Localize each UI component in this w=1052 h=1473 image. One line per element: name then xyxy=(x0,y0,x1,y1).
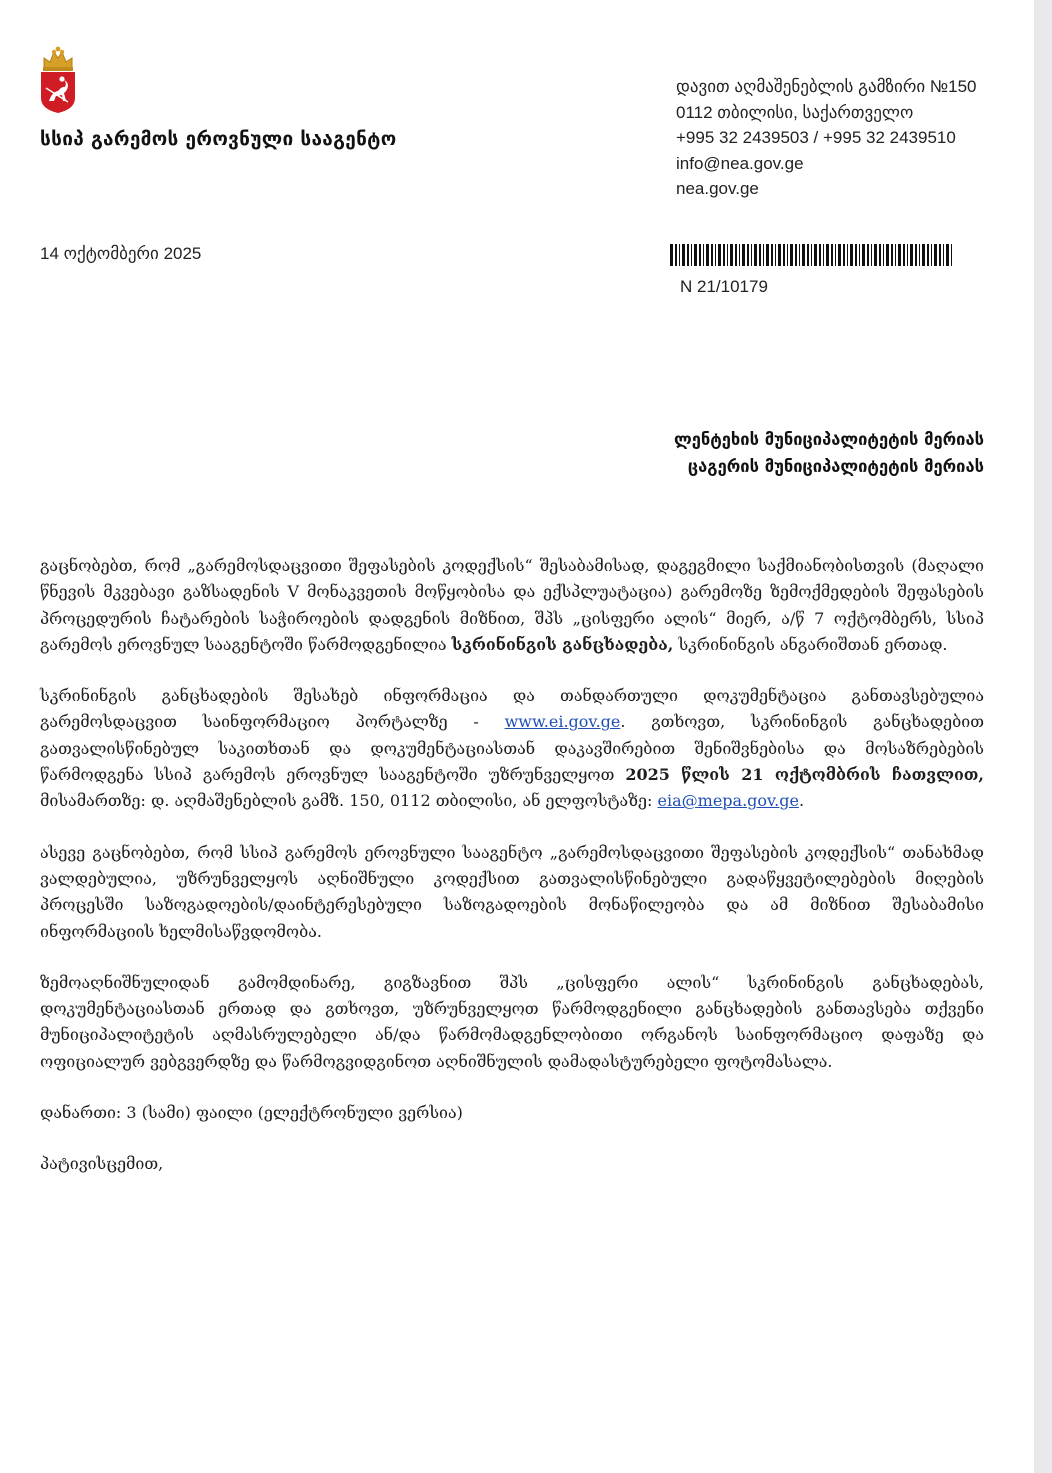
paragraph-4: ზემოაღნიშნულიდან გამომდინარე, გიგზავნით შპს „ცისფერი ალის“ სკრინინგის განცხადებას, დოკუმენტაციასთან ერთად და გთხოვთ, უზრუნველყოთ წარმოდგენილი განცხადების განთავსება თქვენი მუნიციპალიტეტის აღმასრულებელი ან/და წარმომადგენლობითი ორგანოს საინფორმაციო დაფაზე და ოფიციალურ ვებგვერდზე და წარმოგვიდგინოთ აღნიშნულის დამადასტურებელი ფოტომასალა. xyxy=(40,972,984,1071)
barcode-bar xyxy=(687,244,689,266)
paragraph-2-text-2: . გთხოვთ, სკრინინგის განცხადებით გათვალისწინებულ საკითხთან და დოკუმენტაციასთან დაკავშირებით შენიშვნებისა და მოსაზრებების წარმოდგენა სსიპ გარემოს ეროვნულ სააგენტოში უზრუნველყოთ xyxy=(40,712,984,785)
barcode-bar xyxy=(895,244,896,266)
barcode-bar xyxy=(715,244,716,266)
address-line-1: დავით აღმაშენებლის გამზირი №150 xyxy=(676,77,977,96)
paragraph-2-text-3: მისამართზე: დ. აღმაშენებლის გამზ. 150, 0112 თბილისი, ან ელფოსტაზე: xyxy=(40,791,653,811)
barcode-bar xyxy=(879,244,881,266)
barcode-bar xyxy=(850,244,853,266)
barcode-bar xyxy=(855,244,857,266)
recipient-line: ლენტეხის მუნიციპალიტეტის მერიას xyxy=(673,430,984,449)
barcode-bar xyxy=(874,244,877,266)
barcode-bar xyxy=(915,244,917,266)
barcode-bar xyxy=(766,244,769,266)
barcode-bar xyxy=(703,244,704,266)
barcode-bar xyxy=(826,244,829,266)
barcode-bar xyxy=(759,244,761,266)
paragraph-1-text: გაცნობებთ, რომ „გარემოსდაცვითი შეფასების კოდექსის“ შესაბამისად, დაგეგმილი საქმიანობისთვის (მაღალი წნევის მკვებავი გაზსადენის V მონაკვეთის მოწყობისა და ექსპლუატაცია) გარემოზე ზემოქმედების შეფასების პროცედურის ჩატარების საჭიროების დადგენის მიზნით, შპს „ცისფერი ალის“ მიერ, ა/წ 7 ოქტომბერს, სსიპ გარემოს ეროვნულ სააგენტოში წარმოდგენილია xyxy=(40,556,984,654)
organization-name: სსიპ გარემოს ეროვნული სააგენტო xyxy=(40,128,397,150)
barcode-bar xyxy=(867,244,869,266)
eia-email-link[interactable]: eia@mepa.gov.ge xyxy=(657,791,799,811)
letter-body xyxy=(40,553,984,1203)
closing-salutation: პატივისცემით, xyxy=(40,1154,164,1174)
letter-date: 14 ოქტომბერი 2025 xyxy=(40,244,202,263)
barcode-bar xyxy=(898,244,901,266)
phone-numbers: +995 32 2439503 / +995 32 2439510 xyxy=(676,128,956,147)
barcode-bar xyxy=(754,244,757,266)
barcode-bar xyxy=(679,244,680,266)
barcode-bar xyxy=(871,244,872,266)
contact-email: info@nea.gov.ge xyxy=(676,153,804,173)
recipients-block xyxy=(674,426,984,480)
paragraph-2 xyxy=(40,683,984,814)
deadline-bold: 2025 წლის 21 ოქტომბრის ჩათვლით, xyxy=(625,765,985,785)
barcode-bar xyxy=(691,244,692,266)
ei-portal-link[interactable]: www.ei.gov.ge xyxy=(504,712,621,732)
barcode-bar xyxy=(823,244,824,266)
barcode-bar xyxy=(934,244,937,266)
barcode-bar xyxy=(891,244,893,266)
barcode-bar xyxy=(739,244,740,266)
paragraph-1 xyxy=(40,553,984,658)
barcode-bar xyxy=(778,244,781,266)
barcode-bar xyxy=(787,244,788,266)
barcode-bar xyxy=(802,244,805,266)
barcode-bar xyxy=(946,244,949,266)
barcode-bar xyxy=(790,244,793,266)
barcode-bar xyxy=(903,244,905,266)
barcode-bar xyxy=(682,244,685,266)
barcode-bar xyxy=(939,244,941,266)
barcode-bar xyxy=(670,244,673,266)
barcode-bar xyxy=(838,244,841,266)
paragraph-1-tail: სკრინინგის ანგარიშთან ერთად. xyxy=(678,634,948,654)
barcode-bar xyxy=(927,244,929,266)
barcode-bar xyxy=(886,244,889,266)
attachment-note: დანართი: 3 (სამი) ფაილი (ელექტრონული ვერსია) xyxy=(40,1103,463,1123)
barcode-bar xyxy=(807,244,809,266)
barcode-bar xyxy=(771,244,773,266)
barcode-bar xyxy=(847,244,848,266)
barcode-bar xyxy=(883,244,884,266)
paragraph-3: ასევე გაცნობებთ, რომ სსიპ გარემოს ეროვნული სააგენტო „გარემოსდაცვითი შეფასების კოდექსის“ თანახმად ვალდებულია, უზრუნველყოს აღნიშნული კოდექსით გათვალისწინებული გადაწყვეტილებების მიღების პროცესში საზოგადოების/დაინტერესებული საზოგადოების მონაწილეობა და ამ მიზნით შესაბამისი ინფორმაციის ხელმისაწვდომობა. xyxy=(40,842,984,941)
barcode-bar xyxy=(694,244,697,266)
barcode-bar xyxy=(943,244,944,266)
contact-website: nea.gov.ge xyxy=(676,179,759,198)
barcode-bar xyxy=(718,244,721,266)
barcode xyxy=(670,244,952,266)
barcode-bar xyxy=(922,244,925,266)
barcode-bar xyxy=(907,244,908,266)
address-line-2: 0112 თბილისი, საქართველო xyxy=(676,102,914,122)
barcode-bar xyxy=(919,244,920,266)
barcode-bar xyxy=(843,244,845,266)
barcode-bar xyxy=(931,244,932,266)
barcode-bar xyxy=(675,244,677,266)
barcode-bar xyxy=(751,244,752,266)
barcode-bar xyxy=(814,244,817,266)
barcode-bar xyxy=(859,244,860,266)
barcode-bar xyxy=(699,244,701,266)
page-edge-strip xyxy=(1034,0,1052,1473)
barcode-bar xyxy=(747,244,749,266)
barcode-bar xyxy=(835,244,836,266)
barcode-bar xyxy=(706,244,709,266)
barcode-bar xyxy=(862,244,865,266)
barcode-bar xyxy=(742,244,745,266)
barcode-bar xyxy=(727,244,728,266)
barcode-bar xyxy=(910,244,913,266)
barcode-bar xyxy=(775,244,776,266)
barcode-bar xyxy=(735,244,737,266)
document-number: N 21/10179 xyxy=(680,277,768,296)
barcode-bar xyxy=(711,244,713,266)
paragraph-2-text-1: სკრინინგის განცხადების შესახებ ინფორმაცია და თანდართული დოკუმენტაცია განთავსებულია გარემოსდაცვით საინფორმაციო პორტალზე - xyxy=(40,686,984,732)
recipient-line: ცაგერის მუნიციპალიტეტის მერიას xyxy=(687,457,984,476)
barcode-bar xyxy=(831,244,833,266)
paragraph-2-end: . xyxy=(798,791,805,811)
georgia-coat-of-arms-logo xyxy=(38,46,78,114)
barcode-bar xyxy=(723,244,725,266)
barcode-bar xyxy=(811,244,812,266)
barcode-bar xyxy=(783,244,785,266)
paragraph-1-bold: სკრინინგის განცხადება, xyxy=(451,634,674,654)
contact-block xyxy=(676,74,977,202)
barcode-bar xyxy=(763,244,764,266)
barcode-bar xyxy=(799,244,800,266)
barcode-bar xyxy=(819,244,821,266)
barcode-bar xyxy=(795,244,797,266)
barcode-bar xyxy=(730,244,733,266)
barcode-bar xyxy=(951,244,952,266)
